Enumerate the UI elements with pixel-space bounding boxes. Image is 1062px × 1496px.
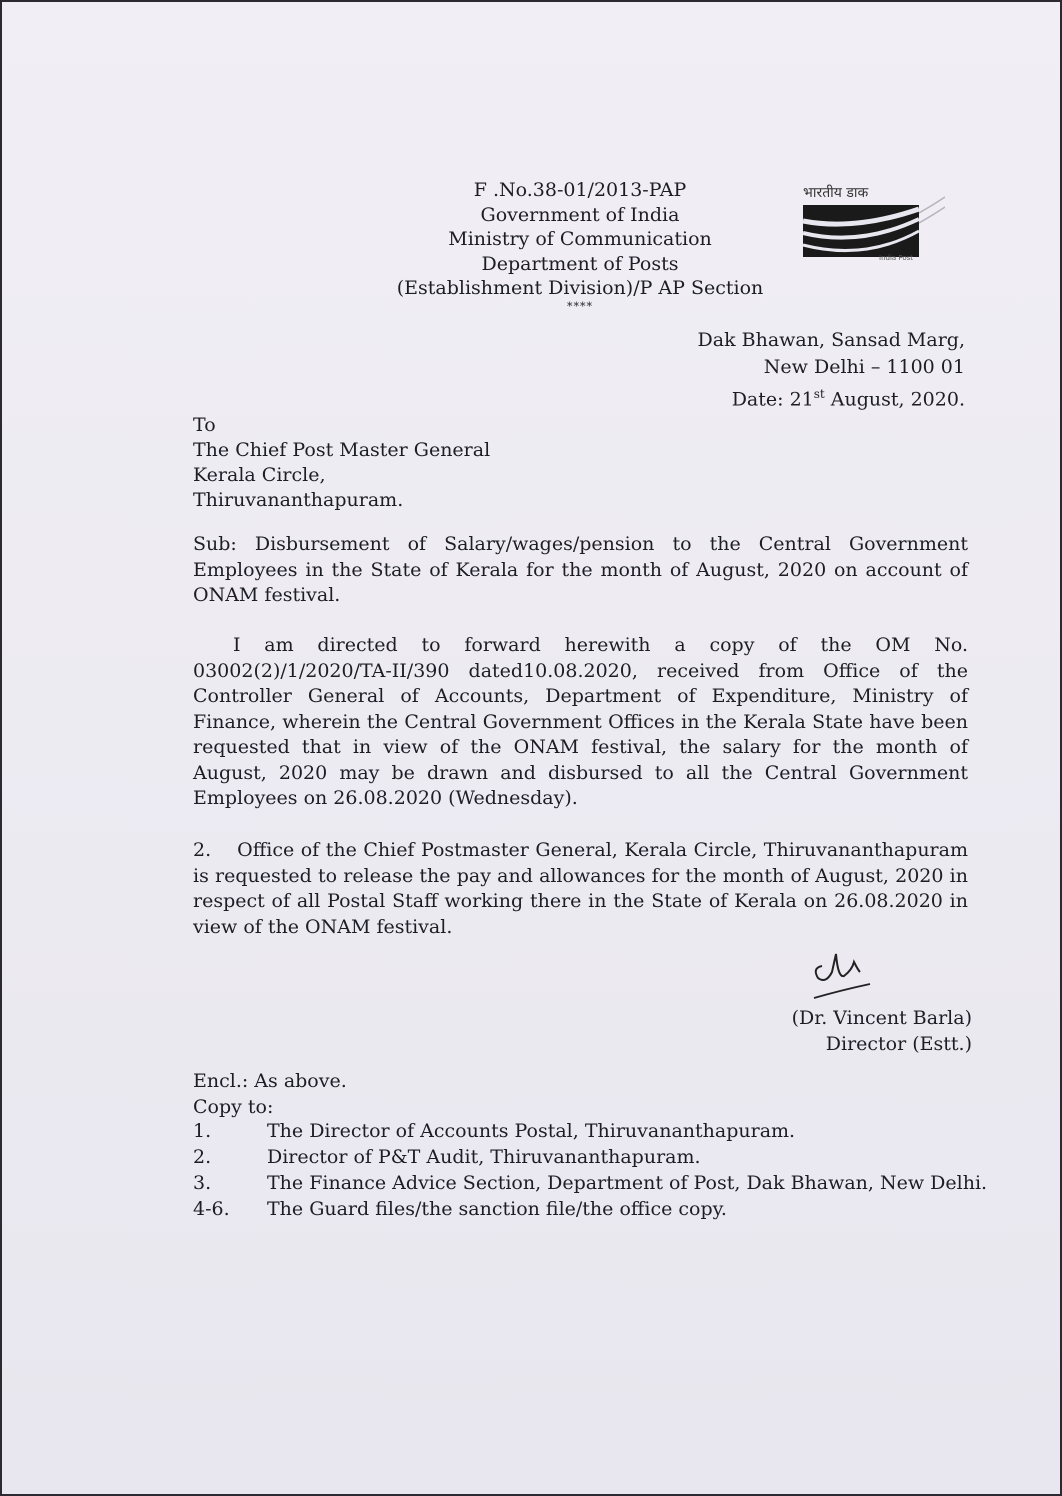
letter-date: Date: 21st August, 2020.	[731, 387, 965, 411]
signatory-designation: Director (Estt.)	[825, 1033, 972, 1055]
recipient-line-1: The Chief Post Master General	[193, 439, 491, 461]
address-block	[698, 327, 965, 413]
government-line: Government of India	[480, 203, 680, 226]
list-item: 1. The Director of Accounts Postal, Thiruvananthapuram.	[193, 1120, 796, 1142]
recipient-line-2: Kerala Circle,	[193, 464, 326, 486]
separator-stars: ****	[567, 299, 593, 313]
signature-block	[792, 1005, 972, 1057]
address-line-1: Dak Bhawan, Sansad Marg,	[697, 329, 965, 351]
copy-to-label: Copy to:	[193, 1096, 274, 1118]
list-item: 2. Director of P&T Audit, Thiruvananthapuram.	[193, 1146, 701, 1168]
logo-hindi-text: भारतीय डाक	[803, 185, 869, 201]
signatory-name: (Dr. Vincent Barla)	[791, 1007, 972, 1029]
copy-to-list	[193, 1118, 987, 1222]
enclosure-block	[193, 1068, 347, 1120]
file-number: F .No.38-01/2013-PAP	[473, 179, 687, 201]
list-item: 3. The Finance Advice Section, Department of Post, Dak Bhawan, New Delhi.	[193, 1172, 988, 1194]
section-line: (Establishment Division)/P AP Section	[396, 277, 764, 299]
enclosure-line: Encl.: As above.	[193, 1070, 347, 1092]
address-line-2: New Delhi – 1100 01	[763, 356, 965, 378]
ministry-line: Ministry of Communication	[448, 228, 712, 250]
subject-paragraph: Sub: Disbursement of Salary/wages/pension to the Central Government Employees in the State of Kerala for the month of August, 2020 on account of ONAM festival.	[193, 533, 968, 606]
recipient-block	[193, 413, 490, 513]
recipient-line-3: Thiruvananthapuram.	[193, 489, 404, 511]
handwritten-signature-icon	[808, 948, 878, 1003]
india-post-logo	[795, 183, 945, 278]
list-item: 4-6. The Guard files/the sanction file/the office copy.	[193, 1198, 727, 1220]
logo-english-text: India Post	[879, 254, 914, 262]
to-label: To	[193, 414, 216, 436]
body-paragraph-1: I am directed to forward herewith a copy of the OM No. 03002(2)/1/2020/TA-II/390 dated10.08.2020, received from Office of the Controller General of Accounts, Department of Expenditure, Ministry of Finance, wherein the Central Government Offices in the Kerala State have been requested that in view of the ONAM festival, the salary for the month of August, 2020 may be drawn and disbursed to all the Central Government Employees on 26.08.2020 (Wednesday).	[193, 634, 968, 809]
department-line: Department of Posts	[481, 252, 679, 275]
body-paragraph-2: 2. Office of the Chief Postmaster General, Kerala Circle, Thiruvananthapuram is requested to release the pay and allowances for the month of August, 2020 in respect of all Postal Staff working there in the State of Kerala on 26.08.2020 in view of the ONAM festival.	[193, 839, 968, 938]
letterhead	[380, 178, 780, 313]
